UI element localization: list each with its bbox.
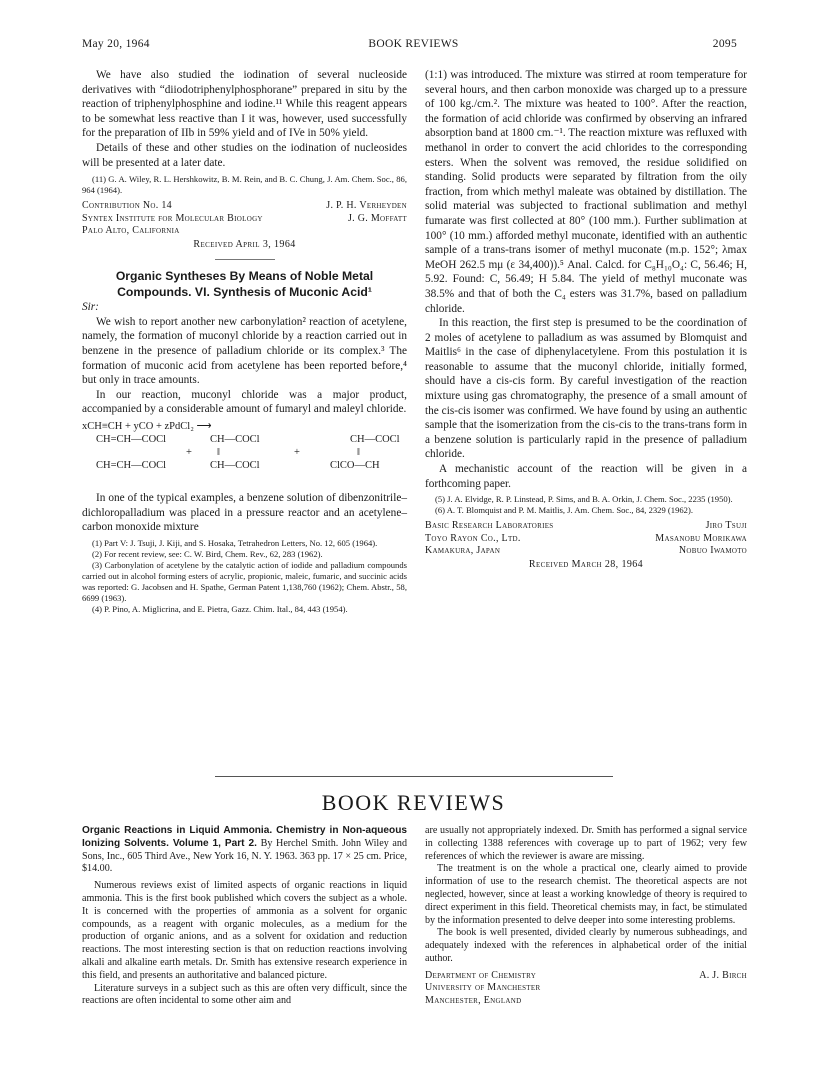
review-right-column bbox=[425, 825, 747, 1007]
paragraph: In this reaction, the first step is presumed to be the coordination of 2 moles of acetylene to palladium as was assumed by Blomquist and Maitlis⁶ in the case of diphenylacetylene. From this postulation it is reasonable to assume that the muconyl chloride, initially formed, should have a cis-cis form. By careful investigation of the reaction mixture using gas chromatography, the presence of a small amount of the cis-cis isomer was confirmed. We have found by using an authentic sample that the isomerization from the cis-cis to the trans-trans form in a benzene solution is particularly rapid in the presence of palladium chloride. bbox=[425, 317, 747, 461]
paragraph: (1:1) was introduced. The mixture was stirred at room temperature for several hours, and then carbon monoxide was charged up to a pressure of 100 kg./cm.². The mixture was heated to 100°. After the reaction, the formation of acid chloride was confirmed by observing an infrared absorption band at 1800 cm.⁻¹. The reaction mixture was refluxed with methanol in order to convert the acid chlorides to the corresponding esters. When the solvent was removed, the residue solidified on standing. Solid products were separated by filtration from the oily fraction, from which methyl maleate was obtained by distillation. The solid material was subjected to fractional sublimation and methyl fumarate was first collected at 80° (100 mm.). Further sublimation at 100° (10 mm.) afforded methyl muconate, identified with an authentic sample of a trans-trans isomer of methyl muconate (m.p. 152°; λmax MeOH 262.5 mμ (ε 34,400)).⁵ Anal. Calcd. for C₈H₁₀O₄: C, 56.46; H, 5.92. Found: C, 56.49; H 5.84. The yield of methyl muconate was 38.5% and that of both the C₄ esters was 31.7%, based on palladium chloride. bbox=[425, 69, 747, 315]
affiliation-line: Basic Research Laboratories Jiro Tsuji bbox=[425, 520, 747, 532]
affiliation-line: Manchester, England bbox=[425, 994, 522, 1006]
affiliation-line: Toyo Rayon Co., Ltd. Masanobu Morikawa bbox=[425, 532, 747, 544]
paragraph: are usually not appropriately indexed. Dr. Smith has performed a signal service in collecting 1388 references with coverage up to part of 1962; very few references of which the reviewer is aware are missing. bbox=[425, 825, 747, 862]
paragraph: In our reaction, muconyl chloride was a major product, accompanied by a considerable amount of fumaryl and maleyl chloride. bbox=[82, 388, 407, 416]
section-divider bbox=[215, 776, 613, 777]
paragraph: We have also studied the iodination of several nucleoside derivatives with “diiodotriphenylphosphorane” prepared in situ by the reaction of triphenylphosphine and iodine.¹¹ While this reagent appears to be somewhat less reactive than I it was, however, used successfully for the preparation of IIb in 59% yield and of IVe in 50% yield. bbox=[82, 69, 407, 140]
book-byline: By Herchel Smith. John Wiley and Sons, Inc., 605 Third Ave., New York 16, N. Y. 1963. 363 pp. 17 × 25 cm. Price, $14.00. bbox=[82, 837, 408, 875]
review-left-column bbox=[82, 825, 407, 1008]
footnote-3: (3) Carbonylation of acetylene by the catalytic action of iodide and palladium compounds carried out in alcohol forming esters of acrylic, propionic, maleic, fumaric, and succinic acids was reported: G. Jacobsen and H. Spathe, German Patent 1,138,760 (1962); Chem. Abstr., 58, 6699 (1963). bbox=[82, 559, 407, 603]
paragraph: In one of the typical examples, a benzene solution of dibenzonitrile–dichloropalladium was placed in a pressure reactor and an acetylene–carbon monoxide mixture bbox=[82, 492, 407, 534]
footnote-4: (4) P. Pino, A. Miglicrina, and E. Pietra, Gazz. Chim. Ital., 84, 443 (1954). bbox=[92, 603, 348, 614]
affiliation-line: Department of Chemistry A. J. Birch bbox=[425, 969, 747, 981]
affiliation-line: Palo Alto, California bbox=[82, 225, 180, 237]
review-heading bbox=[82, 825, 407, 876]
salutation: Sir: bbox=[82, 301, 99, 314]
footnote-2: (2) For recent review, see: C. W. Bird, Chem. Rev., 62, 283 (1962). bbox=[92, 548, 323, 559]
paragraph: We wish to report another new carbonylation² reaction of acetylene, namely, the formation of muconyl chloride by a reaction carried out in benzene in the presence of palladium chloride or its complex.³ The formation of muconic acid from acetylene has been reported before,⁴ but only in trace amounts. bbox=[82, 315, 407, 387]
affiliation-line: University of Manchester bbox=[425, 982, 541, 994]
paragraph: Literature surveys in a subject such as this are often very difficult, since the reactions are often incidental to some other aim and bbox=[82, 982, 407, 1007]
affiliation-line: Contribution No. 14 J. P. H. Verheyden bbox=[82, 200, 407, 212]
left-column bbox=[82, 68, 407, 615]
article-title: Organic Syntheses By Means of Noble Metal Compounds. VI. Synthesis of Muconic Acid¹ bbox=[115, 269, 374, 299]
affiliation-line: Kamakura, Japan Nobuo Iwamoto bbox=[425, 545, 747, 557]
footnote-6: (6) A. T. Blomquist and P. M. Maitlis, J. Am. Chem. Soc., 84, 2329 (1962). bbox=[435, 505, 693, 516]
received-date: Received April 3, 1964 bbox=[193, 238, 296, 250]
paragraph: The book is well presented, divided clearly by numerous subheadings, and adequately indexed with the references in alphabetical order of the initial author. bbox=[425, 927, 747, 964]
paragraph: A mechanistic account of the reaction will be given in a forthcoming paper. bbox=[425, 463, 747, 490]
paragraph: The treatment is on the whole a practical one, clearly aimed to provide information of use to the research chemist. The theoretical aspects are not neglected, however, since at least a working knowledge of theory is required to direct experiment in this field. Theoretical chemists may, in fact, be stimulated by the information presented to delve deeper into some interesting problems. bbox=[425, 863, 747, 926]
header-date: May 20, 1964 bbox=[82, 38, 150, 50]
received-date: Received March 28, 1964 bbox=[528, 558, 644, 570]
paragraph: Numerous reviews exist of limited aspects of organic reactions in liquid ammonia. This is the first book published which covers the subject as a whole. It is concerned with the properties of ammonia as a solvent for organic compounds, as a reagent with organic molecules, as a medium for the production of organic anions, and as a solvent for oxidation and reduction reactions. The most interesting section is that on reduction reactions involving alkali and alkaline earth metals. Dr. Smith has extensive research experience in this field, and presents an authoritative and balanced picture. bbox=[82, 880, 407, 981]
paragraph: Details of these and other studies on the iodination of nucleosides will be presented at a later date. bbox=[82, 141, 407, 169]
reaction-equation: xCH≡CH + yCO + zPdCl₂ ⟶ CH=CH—COCl CH=CH—COCl + CH—COCl ‖ CH—COCl + CH—COCl ‖ ClCO—CH bbox=[82, 421, 400, 471]
header-page-number: 2095 bbox=[712, 38, 737, 50]
right-column bbox=[425, 68, 747, 572]
footnote-5: (5) J. A. Elvidge, R. P. Linstead, P. Sims, and B. A. Orkin, J. Chem. Soc., 2235 (1950). bbox=[435, 494, 733, 505]
divider bbox=[215, 259, 275, 260]
book-title: Organic Reactions in Liquid Ammonia. Chemistry in Non-aqueous Ionizing Solvents. Volume 1, Part 2. bbox=[82, 825, 407, 849]
section-title: BOOK REVIEWS bbox=[321, 790, 506, 815]
footnote-1: (1) Part V: J. Tsuji, J. Kiji, and S. Hosaka, Tetrahedron Letters, No. 12, 605 (1964). bbox=[92, 537, 378, 548]
header-section: BOOK REVIEWS bbox=[368, 38, 459, 50]
footnote-11: (11) G. A. Wiley, R. L. Hershkowitz, B. M. Rein, and B. C. Chung, J. Am. Chem. Soc., 86, 964 (1964). bbox=[82, 174, 407, 196]
affiliation-line: Syntex Institute for Molecular Biology J. G. Moffatt bbox=[82, 212, 407, 224]
